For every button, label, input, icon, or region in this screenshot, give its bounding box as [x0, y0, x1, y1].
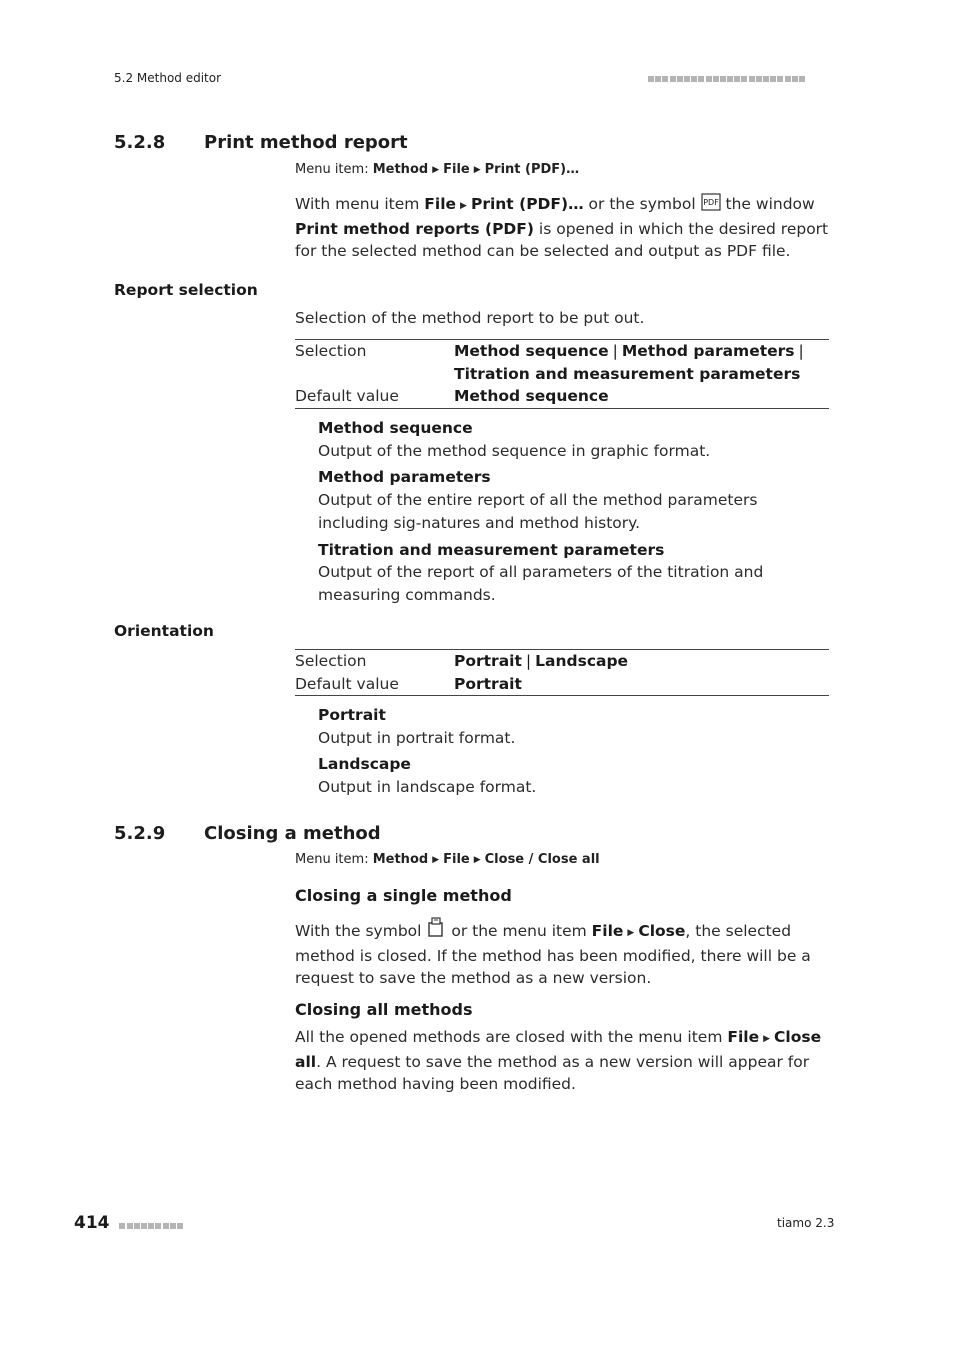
- decoration-square: [763, 76, 769, 82]
- decoration-square: [684, 76, 690, 82]
- decoration-square: [119, 1223, 125, 1229]
- menu-item-close: Close / Close all: [484, 852, 600, 867]
- text: All the opened methods are closed with the menu item: [295, 1028, 723, 1046]
- text: or the menu item: [451, 922, 587, 940]
- orientation-definitions: [318, 704, 829, 799]
- decoration-square: [670, 76, 676, 82]
- report-selection-description: Selection of the method report to be put out.: [295, 309, 645, 327]
- text: , the selected method is closed. If the method has been modified, there will be a request to save the method as a new version.: [295, 922, 811, 988]
- subheading-closing-single: Closing a single method: [295, 886, 512, 905]
- section-title: Print method report: [204, 132, 408, 153]
- text: With menu item: [295, 195, 420, 213]
- menu-item-file: File: [443, 852, 470, 867]
- menu-path-close: [295, 852, 600, 867]
- definition-term: Landscape: [318, 755, 411, 774]
- definition-text: Output of the report of all parameters of the titration and measuring commands.: [318, 563, 764, 604]
- decoration-square: [677, 76, 683, 82]
- table-row: [295, 673, 829, 696]
- decoration-square: [127, 1223, 133, 1229]
- menu-prefix: Menu item:: [295, 852, 369, 867]
- menu-ref-file: File: [727, 1028, 760, 1046]
- section-title: Closing a method: [204, 823, 381, 844]
- orientation-table: [295, 649, 829, 696]
- closing-single-paragraph: [295, 916, 829, 990]
- definition-text: Output of the entire report of all the method parameters including sig-natures and method history.: [318, 491, 758, 532]
- triangle-icon: ▶: [627, 928, 635, 938]
- triangle-icon: ▶: [432, 855, 440, 865]
- decoration-square: [799, 76, 805, 82]
- separator: |: [798, 342, 804, 360]
- default-value: Portrait: [454, 674, 522, 693]
- section-heading-5-2-9: [114, 823, 381, 844]
- table-row: [295, 340, 829, 385]
- report-definitions: [318, 417, 829, 607]
- triangle-icon: ▶: [460, 201, 467, 211]
- window-name: Print method reports (PDF): [295, 219, 534, 238]
- option-portrait: Portrait: [454, 652, 522, 670]
- running-header: 5.2 Method editor: [114, 71, 222, 85]
- closing-all-paragraph: [295, 1026, 829, 1096]
- decoration-square: [691, 76, 697, 82]
- menu-ref-file: File: [591, 922, 624, 940]
- default-key: Default value: [295, 387, 399, 405]
- page-number-block: [74, 1213, 184, 1233]
- default-value: Method sequence: [454, 387, 609, 405]
- option-method-sequence: Method sequence: [454, 342, 609, 360]
- definition-term: Method sequence: [318, 419, 473, 437]
- text: . A request to save the method as a new version will appear for each method having been modified.: [295, 1052, 810, 1094]
- decoration-square: [148, 1223, 154, 1229]
- report-selection-label: Report selection: [114, 281, 258, 299]
- option-titration-parameters: Titration and measurement parameters: [454, 364, 801, 383]
- decoration-square: [785, 76, 791, 82]
- text: is opened in which the desired report for the selected method can be selected and output as PDF file.: [295, 219, 829, 261]
- triangle-icon: ▶: [473, 165, 481, 175]
- decoration-square: [155, 1223, 161, 1229]
- option-landscape: Landscape: [535, 652, 629, 670]
- definition-text: Output of the method sequence in graphic format.: [318, 441, 711, 460]
- menu-prefix: Menu item:: [295, 162, 369, 177]
- section-number: 5.2.9: [114, 823, 166, 844]
- section-heading-5-2-8: [114, 132, 408, 153]
- separator: |: [612, 342, 618, 360]
- page-number: 414: [74, 1213, 110, 1233]
- header-decoration: [648, 74, 806, 83]
- selection-values: [454, 340, 829, 385]
- selection-key: Selection: [295, 342, 367, 360]
- decoration-square: [662, 76, 668, 82]
- menu-item-method: Method: [372, 852, 429, 867]
- decoration-square: [756, 76, 762, 82]
- report-selection-table: [295, 339, 829, 409]
- menu-path-print: [295, 162, 579, 177]
- definition-term: Portrait: [318, 706, 386, 724]
- definition-term: Method parameters: [318, 468, 491, 487]
- decoration-square: [749, 76, 755, 82]
- text: or the symbol: [588, 195, 696, 213]
- menu-ref-print: Print (PDF)…: [470, 195, 584, 213]
- decoration-square: [134, 1223, 140, 1229]
- decoration-square: [177, 1223, 183, 1229]
- table-row: [295, 650, 829, 673]
- definition-term: Titration and measurement parameters: [318, 540, 665, 559]
- svg-text:PDF: PDF: [702, 198, 719, 207]
- decoration-square: [770, 76, 776, 82]
- menu-ref-file: File: [424, 195, 457, 213]
- selection-key: Selection: [295, 652, 367, 670]
- subheading-closing-all: Closing all methods: [295, 1000, 473, 1019]
- decoration-square: [727, 76, 733, 82]
- decoration-square: [713, 76, 719, 82]
- decoration-square: [720, 76, 726, 82]
- decoration-square: [706, 76, 712, 82]
- triangle-icon: ▶: [763, 1034, 771, 1044]
- close-method-icon: [426, 916, 446, 945]
- definition-text: Output in portrait format.: [318, 728, 516, 747]
- footer-decoration: [119, 1221, 184, 1230]
- text: With the symbol: [295, 922, 422, 940]
- default-key: Default value: [295, 674, 399, 693]
- menu-ref-close: Close: [638, 922, 686, 940]
- pdf-icon: [701, 193, 721, 218]
- decoration-square: [648, 76, 654, 82]
- menu-item-file: File: [443, 162, 470, 177]
- decoration-square: [792, 76, 798, 82]
- decoration-square: [734, 76, 740, 82]
- table-row: [295, 385, 829, 408]
- option-method-parameters: Method parameters: [621, 342, 795, 360]
- triangle-icon: ▶: [432, 165, 440, 175]
- decoration-square: [655, 76, 661, 82]
- text: the window: [725, 195, 815, 213]
- decoration-square: [163, 1223, 169, 1229]
- triangle-icon: ▶: [473, 855, 481, 865]
- section-number: 5.2.8: [114, 132, 166, 153]
- selection-values: [454, 650, 829, 673]
- separator: |: [525, 652, 532, 670]
- print-intro-paragraph: [295, 193, 829, 263]
- decoration-square: [170, 1223, 176, 1229]
- definition-text: Output in landscape format.: [318, 778, 537, 797]
- orientation-label: Orientation: [114, 622, 214, 640]
- menu-item-method: Method: [372, 162, 429, 177]
- decoration-square: [777, 76, 783, 82]
- decoration-square: [141, 1223, 147, 1229]
- menu-ref-close-all: Close all: [295, 1028, 822, 1071]
- product-name: tiamo 2.3: [777, 1216, 835, 1230]
- menu-item-print: Print (PDF)…: [484, 162, 580, 177]
- decoration-square: [698, 76, 704, 82]
- decoration-square: [741, 76, 747, 82]
